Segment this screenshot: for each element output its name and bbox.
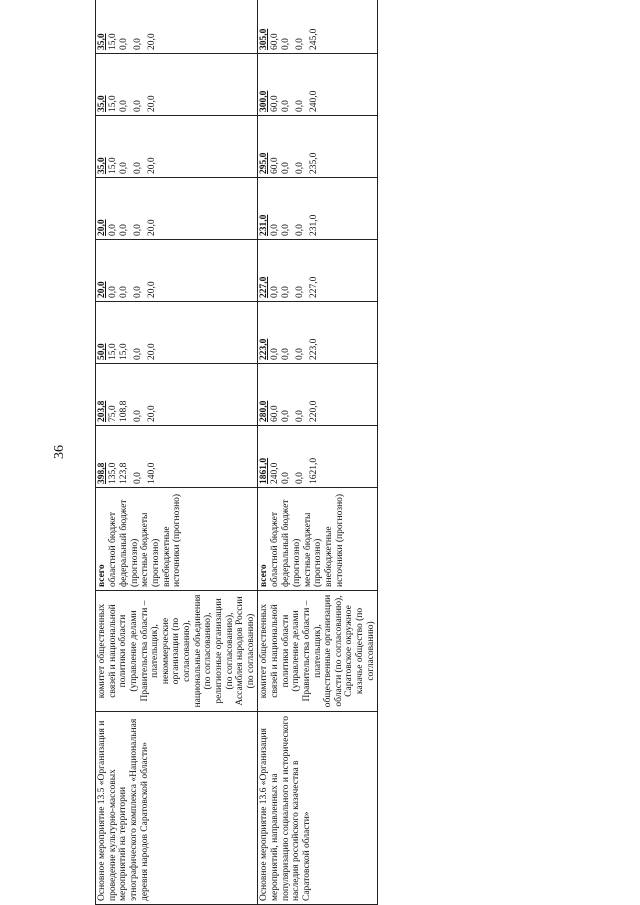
value-cell: 227,0 — [309, 276, 320, 298]
value-cell: 0,0 — [281, 224, 292, 236]
value-cell: 0,0 — [295, 224, 306, 236]
value-cell: 0,0 — [270, 348, 281, 360]
source-label: местные бюджеты (прогнозно) — [140, 512, 161, 587]
value-cell: 0,0 — [133, 224, 143, 236]
value-cell: 280,0 — [259, 400, 270, 422]
source-label: всего — [97, 564, 107, 587]
value-cell: 231,0 — [309, 214, 320, 236]
value-cell: 20,0 — [147, 95, 157, 112]
value-cell: 20,0 — [97, 219, 107, 236]
value-cell: 20,0 — [147, 157, 157, 174]
value-cell: 20,0 — [147, 281, 157, 298]
value-cell: 0,0 — [295, 286, 306, 298]
year-column — [258, 116, 378, 178]
table-row — [96, 0, 258, 905]
value-cell: 235,0 — [309, 152, 320, 174]
value-cell: 15,0 — [108, 95, 118, 112]
value-cell: 0,0 — [295, 348, 306, 360]
source-label: областной бюджет — [108, 511, 118, 587]
source-cell — [96, 488, 258, 591]
year-column — [258, 178, 378, 240]
year-column — [258, 0, 378, 54]
value-cell: 220,0 — [309, 400, 320, 422]
value-cell: 35,0 — [97, 95, 107, 112]
year-column — [96, 54, 258, 116]
value-cell: 20,0 — [97, 281, 107, 298]
value-cell: 20,0 — [147, 33, 157, 50]
value-cell: 0,0 — [281, 38, 292, 50]
value-cell: 0,0 — [133, 162, 143, 174]
year-column — [258, 54, 378, 116]
year-column — [96, 0, 258, 54]
value-cell: 240,0 — [309, 90, 320, 112]
value-cell: 123,8 — [119, 462, 129, 484]
value-cell: 0,0 — [281, 410, 292, 422]
value-cell: 0,0 — [119, 286, 129, 298]
table-row — [258, 0, 378, 905]
value-cell: 0,0 — [295, 38, 306, 50]
value-cell: 0,0 — [133, 286, 143, 298]
value-cell: 295,0 — [259, 152, 270, 174]
value-cell: 0,0 — [270, 224, 281, 236]
source-label: внебюджетные источники (прогнозно) — [323, 493, 345, 587]
source-label: всего — [259, 564, 270, 587]
value-cell: 240,0 — [270, 462, 281, 484]
total-column — [96, 426, 258, 488]
year-column — [96, 240, 258, 302]
value-cell: 35,0 — [97, 33, 107, 50]
value-cell: 0,0 — [133, 410, 143, 422]
value-cell: 0,0 — [281, 162, 292, 174]
activity-cell: Основное мероприятие 13.6 «Организация мероприятий, направленных на популяризацию социального и исторического наследия российского казачества в Саратовской области» — [258, 712, 378, 905]
value-cell: 0,0 — [281, 472, 292, 484]
value-cell: 108,8 — [119, 400, 129, 422]
year-column — [96, 364, 258, 426]
total-column — [258, 426, 378, 488]
value-cell: 223,0 — [259, 338, 270, 360]
source-label: федеральный бюджет (прогнозно) — [119, 499, 140, 587]
page-number: 36 — [52, 445, 67, 459]
value-cell: 15,0 — [108, 157, 118, 174]
value-cell: 20,0 — [147, 219, 157, 236]
value-cell: 0,0 — [295, 472, 306, 484]
value-cell: 60,0 — [270, 95, 281, 112]
value-cell: 0,0 — [295, 162, 306, 174]
value-cell: 0,0 — [281, 286, 292, 298]
value-cell: 0,0 — [295, 410, 306, 422]
value-cell: 60,0 — [270, 405, 281, 422]
value-cell: 140,0 — [147, 462, 157, 484]
year-column — [96, 178, 258, 240]
source-label: областной бюджет — [270, 511, 281, 587]
source-cell — [258, 488, 378, 591]
value-cell: 398,8 — [97, 462, 107, 484]
value-cell: 305,0 — [259, 28, 270, 50]
value-cell: 60,0 — [270, 33, 281, 50]
year-column — [96, 302, 258, 364]
year-column — [258, 364, 378, 426]
value-cell: 0,0 — [108, 224, 118, 236]
value-cell: 0,0 — [133, 472, 143, 484]
executor-cell: комитет общественных связей и национальной политики области (управление делами Правительства области – плательщик), общественные организации области (по согласованию), Саратовское окружное казачье общество (по согласованию) — [258, 591, 378, 712]
value-cell: 231,0 — [259, 214, 270, 236]
value-cell: 223,0 — [309, 338, 320, 360]
value-cell: 0,0 — [281, 100, 292, 112]
value-cell: 1621,0 — [309, 457, 320, 484]
value-cell: 203,8 — [97, 400, 107, 422]
value-cell: 0,0 — [119, 100, 129, 112]
value-cell: 0,0 — [119, 224, 129, 236]
value-cell: 300,0 — [259, 90, 270, 112]
value-cell: 50,0 — [97, 343, 107, 360]
value-cell: 15,0 — [108, 33, 118, 50]
value-cell: 0,0 — [119, 162, 129, 174]
value-cell: 245,0 — [309, 28, 320, 50]
rotated-table-frame — [95, 30, 545, 905]
value-cell: 20,0 — [147, 343, 157, 360]
value-cell: 0,0 — [133, 38, 143, 50]
value-cell: 20,0 — [147, 405, 157, 422]
year-column — [258, 240, 378, 302]
source-label: внебюджетные источники (прогнозно) — [161, 493, 183, 587]
value-cell: 15,0 — [119, 343, 129, 360]
value-cell: 0,0 — [119, 38, 129, 50]
source-label: местные бюджеты (прогнозно) — [302, 512, 324, 587]
value-cell: 1861,0 — [259, 457, 270, 484]
value-cell: 15,0 — [108, 343, 118, 360]
value-cell: 0,0 — [270, 286, 281, 298]
value-cell: 0,0 — [281, 348, 292, 360]
value-cell: 0,0 — [108, 286, 118, 298]
year-column — [258, 302, 378, 364]
value-cell: 0,0 — [133, 100, 143, 112]
value-cell: 227,0 — [259, 276, 270, 298]
value-cell: 0,0 — [295, 100, 306, 112]
year-column — [96, 116, 258, 178]
value-cell: 75,0 — [108, 405, 118, 422]
activity-cell: Основное мероприятие 13.5 «Организация и проведение культурно-массовых мероприятий на территории этнографического комплекса «Национальная деревня народов Саратовской области» — [96, 712, 258, 905]
value-cell: 135,0 — [108, 462, 118, 484]
program-activities-table — [95, 0, 378, 905]
value-cell: 35,0 — [97, 157, 107, 174]
value-cell: 0,0 — [133, 348, 143, 360]
source-label: федеральный бюджет (прогнозно) — [281, 499, 302, 587]
value-cell: 60,0 — [270, 157, 281, 174]
executor-cell: комитет общественных связей и национальной политики области (управление делами Правительства области – плательщик), некоммерческие организации (по согласованию), национальные объединения (по согласованию), религиозные организации (по согласованию), Ассамблея народов России (по согласованию) — [96, 591, 258, 712]
